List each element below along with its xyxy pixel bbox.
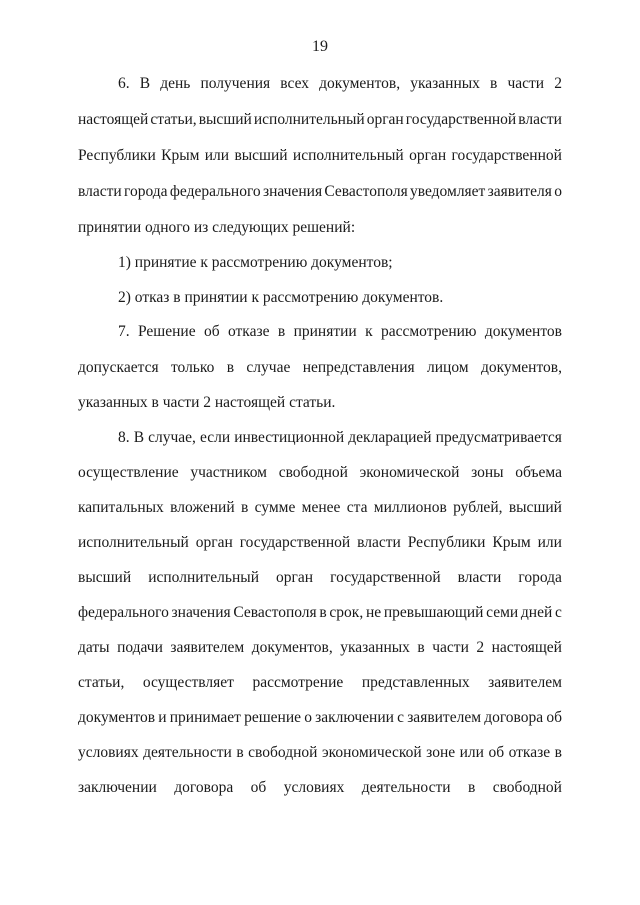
text-line-12: осуществление участником свободной экономической зоны объема xyxy=(78,464,562,481)
text-line-15: высший исполнительный орган государственной власти города xyxy=(78,569,562,586)
text-line-19: документов и принимает решение о заключении с заявителем договора об xyxy=(78,709,562,726)
text-line-18: статьи, осуществляет рассмотрение представленных заявителем xyxy=(78,674,562,691)
list-item-1: 1) принятие к рассмотрению документов; xyxy=(118,254,393,271)
text-line-4: власти города федерального значения Севастополя уведомляет заявителя о xyxy=(78,183,562,200)
text-line-14: исполнительный орган государственной власти Республики Крым или xyxy=(78,534,562,551)
text-line-17: даты подачи заявителем документов, указанных в части 2 настоящей xyxy=(78,639,562,656)
text-line-13: капитальных вложений в сумме менее ста миллионов рублей, высший xyxy=(78,499,562,516)
text-line-3: Республики Крым или высший исполнительный орган государственной xyxy=(78,147,562,164)
text-line-5: принятии одного из следующих решений: xyxy=(78,219,356,236)
text-line-16: федерального значения Севастополя в срок, не превышающий семи дней с xyxy=(78,604,562,621)
text-line-11: 8. В случае, если инвестиционной декларацией предусматривается xyxy=(118,429,562,446)
page-number: 19 xyxy=(312,38,328,55)
text-line-21: заключении договора об условиях деятельности в свободной xyxy=(78,779,562,796)
text-line-20: условиях деятельности в свободной экономической зоне или об отказе в xyxy=(78,744,562,761)
text-line-1: 6. В день получения всех документов, указанных в части 2 xyxy=(118,75,562,92)
text-line-2: настоящей статьи, высший исполнительный орган государственной власти xyxy=(78,111,562,128)
text-line-10: указанных в части 2 настоящей статьи. xyxy=(78,394,336,411)
list-item-2: 2) отказ в принятии к рассмотрению документов. xyxy=(118,289,444,306)
text-line-9: допускается только в случае непредставления лицом документов, xyxy=(78,359,562,376)
text-line-8: 7. Решение об отказе в принятии к рассмотрению документов xyxy=(118,323,562,340)
